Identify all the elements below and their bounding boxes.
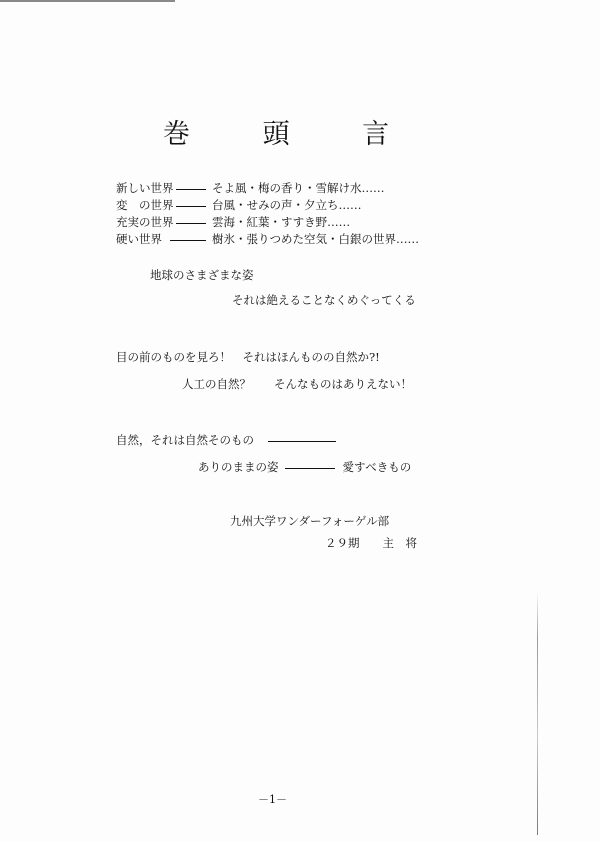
verse-line: 目の前のものを見ろ！ それはほんものの自然か?! <box>116 350 380 364</box>
signature-club: 九州大学ワンダーフォーゲル部 <box>230 514 390 528</box>
world-items: 台風・せみの声・夕立ち…… <box>212 198 362 212</box>
world-row <box>116 215 350 229</box>
scan-edge-top <box>0 0 175 2</box>
world-label: 充実の世界 <box>116 215 174 229</box>
signature-role: ２９期 主 将 <box>325 536 417 550</box>
verse-line <box>116 433 336 447</box>
world-label: 硬い世界 <box>116 232 162 246</box>
dash-rule <box>285 468 335 469</box>
verse-line: 人工の自然？ そんなものはありえない！ <box>182 377 412 391</box>
scan-edge-right <box>537 590 538 835</box>
page-title: 巻 頭 言 <box>163 119 422 150</box>
dash-rule <box>176 189 206 190</box>
world-items: そよ風・梅の香り・雪解け水…… <box>212 181 385 195</box>
world-items: 雲海・紅葉・すすき野…… <box>212 215 351 229</box>
world-row <box>116 198 362 212</box>
dash-rule <box>170 240 206 241</box>
world-label: 新しい世界 <box>116 181 174 195</box>
verse-line: 地球のさまざまな姿 <box>150 268 254 282</box>
world-label: 変 の世界 <box>116 198 174 212</box>
verse-text: 愛すべきもの <box>342 460 412 474</box>
dash-rule <box>176 223 206 224</box>
verse-line: それは絶えることなくめぐってくる <box>232 293 416 307</box>
verse-text: 自然，それは自然そのもの <box>116 433 254 447</box>
world-items: 樹氷・張りつめた空気・白銀の世界…… <box>212 232 419 246</box>
dash-rule <box>268 441 336 442</box>
world-row <box>116 181 385 195</box>
verse-text: ありのままの姿 <box>198 460 279 474</box>
world-row <box>116 232 419 246</box>
page-number: －1－ <box>258 793 287 806</box>
dash-rule <box>176 206 206 207</box>
verse-line <box>198 460 411 474</box>
